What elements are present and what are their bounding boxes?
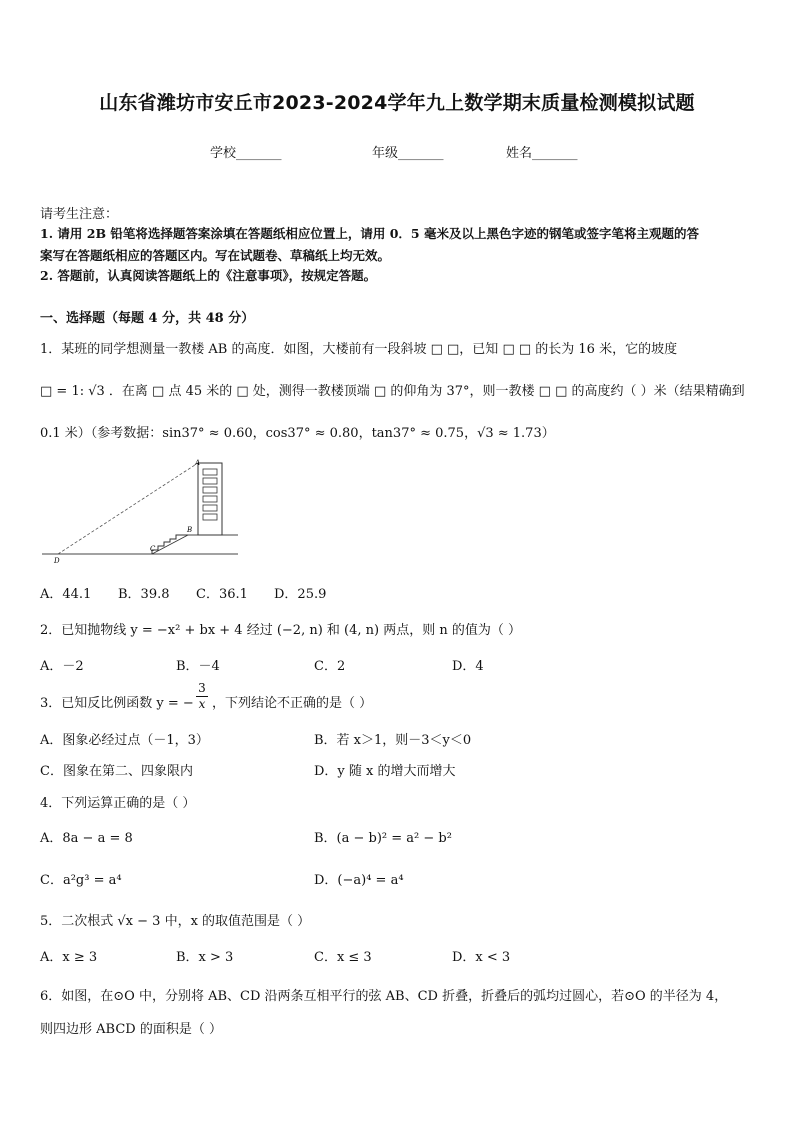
q3-option-c: C．图象在第二、四象限内 bbox=[40, 764, 193, 779]
q3-stem-post: ，下列结论不正确的是（ ） bbox=[212, 696, 373, 711]
q1-option-b: B．39.8 bbox=[118, 587, 170, 602]
q3-option-a: A．图象必经过点（－1，3） bbox=[40, 733, 209, 748]
q6-line-2: 则四边形 ABCD 的面积是（ ） bbox=[40, 1022, 222, 1037]
building-slope-figure bbox=[40, 455, 240, 567]
q4-option-a: A．8a − a = 8 bbox=[40, 831, 133, 846]
q1-line-3: 0.1 米）（参考数据：sin37° ≈ 0.60，cos37° ≈ 0.80，tan37° ≈ 0.75，√3 ≈ 1.73） bbox=[40, 426, 555, 441]
q3-stem-pre: 3．已知反比例函数 y = − bbox=[40, 696, 194, 711]
q3-frac-den: x bbox=[196, 696, 208, 711]
q5-option-b: B．x > 3 bbox=[176, 950, 234, 965]
q1-line-2: □ = 1: √3 ．在离 □ 点 45 米的 □ 处，测得一教楼顶端 □ 的仰角为 37°，则一教楼 □ □ 的高度约（ ）米（结果精确到 bbox=[40, 384, 745, 399]
q3-option-b: B．若 x＞1，则－3＜y＜0 bbox=[314, 733, 472, 748]
q5-stem: 5．二次根式 √x − 3 中，x 的取值范围是（ ） bbox=[40, 914, 311, 929]
q1-option-a: A．44.1 bbox=[40, 587, 92, 602]
label-d: D bbox=[54, 557, 60, 565]
q4-stem: 4．下列运算正确的是（ ） bbox=[40, 796, 196, 811]
name-field: 姓名_______ bbox=[506, 146, 578, 161]
label-c: C bbox=[150, 545, 156, 553]
notice-line-1: 1. 请用 2B 铅笔将选择题答案涂填在答题纸相应位置上，请用 0．5 毫米及以上黑色字迹的钢笔或签字笔将主观题的答 bbox=[40, 226, 699, 241]
q2-option-a: A．－2 bbox=[40, 659, 84, 674]
q2-option-c: C．2 bbox=[314, 659, 346, 674]
q5-option-a: A．x ≥ 3 bbox=[40, 950, 98, 965]
q4-option-b: B．(a − b)² = a² − b² bbox=[314, 831, 452, 846]
q6-line-1: 6．如图，在⊙O 中，分别将 AB、CD 沿两条互相平行的弦 AB、CD 折叠，折叠后的弧均过圆心，若⊙O 的半径为 4， bbox=[40, 989, 728, 1004]
notice-line-3: 2. 答题前，认真阅读答题纸上的《注意事项》，按规定答题。 bbox=[40, 268, 377, 283]
q3-option-d: D．y 随 x 的增大而增大 bbox=[314, 764, 456, 779]
q1-option-c: C．36.1 bbox=[196, 587, 248, 602]
school-field: 学校_______ bbox=[210, 146, 282, 161]
q1-line-1: 1．某班的同学想测量一教楼 AB 的高度．如图，大楼前有一段斜坡 □ □，已知 □ □ 的长为 16 米，它的坡度 bbox=[40, 342, 678, 357]
label-a: A bbox=[195, 459, 201, 467]
q3-fraction bbox=[196, 681, 208, 711]
grade-field: 年级_______ bbox=[372, 146, 444, 161]
q2-stem: 2．已知抛物线 y = −x² + bx + 4 经过 (−2, n) 和 (4, n) 两点，则 n 的值为（ ） bbox=[40, 623, 522, 638]
q5-option-d: D．x < 3 bbox=[452, 950, 511, 965]
q2-option-b: B．－4 bbox=[176, 659, 220, 674]
q1-option-d: D．25.9 bbox=[274, 587, 327, 602]
q2-option-d: D．4 bbox=[452, 659, 484, 674]
q4-option-c: C．a²g³ = a⁴ bbox=[40, 873, 122, 888]
notice-line-2: 案写在答题纸相应的答题区内。写在试题卷、草稿纸上均无效。 bbox=[40, 248, 391, 263]
label-b: B bbox=[187, 526, 193, 534]
q3-frac-num: 3 bbox=[198, 681, 206, 695]
q5-option-c: C．x ≤ 3 bbox=[314, 950, 372, 965]
q4-option-d: D．(−a)⁴ = a⁴ bbox=[314, 873, 404, 888]
page-title: 山东省潍坊市安丘市2023-2024学年九上数学期末质量检测模拟试题 bbox=[99, 92, 695, 114]
notice-heading: 请考生注意： bbox=[40, 207, 119, 222]
section-heading: 一、选择题（每题 4 分，共 48 分） bbox=[40, 311, 255, 326]
